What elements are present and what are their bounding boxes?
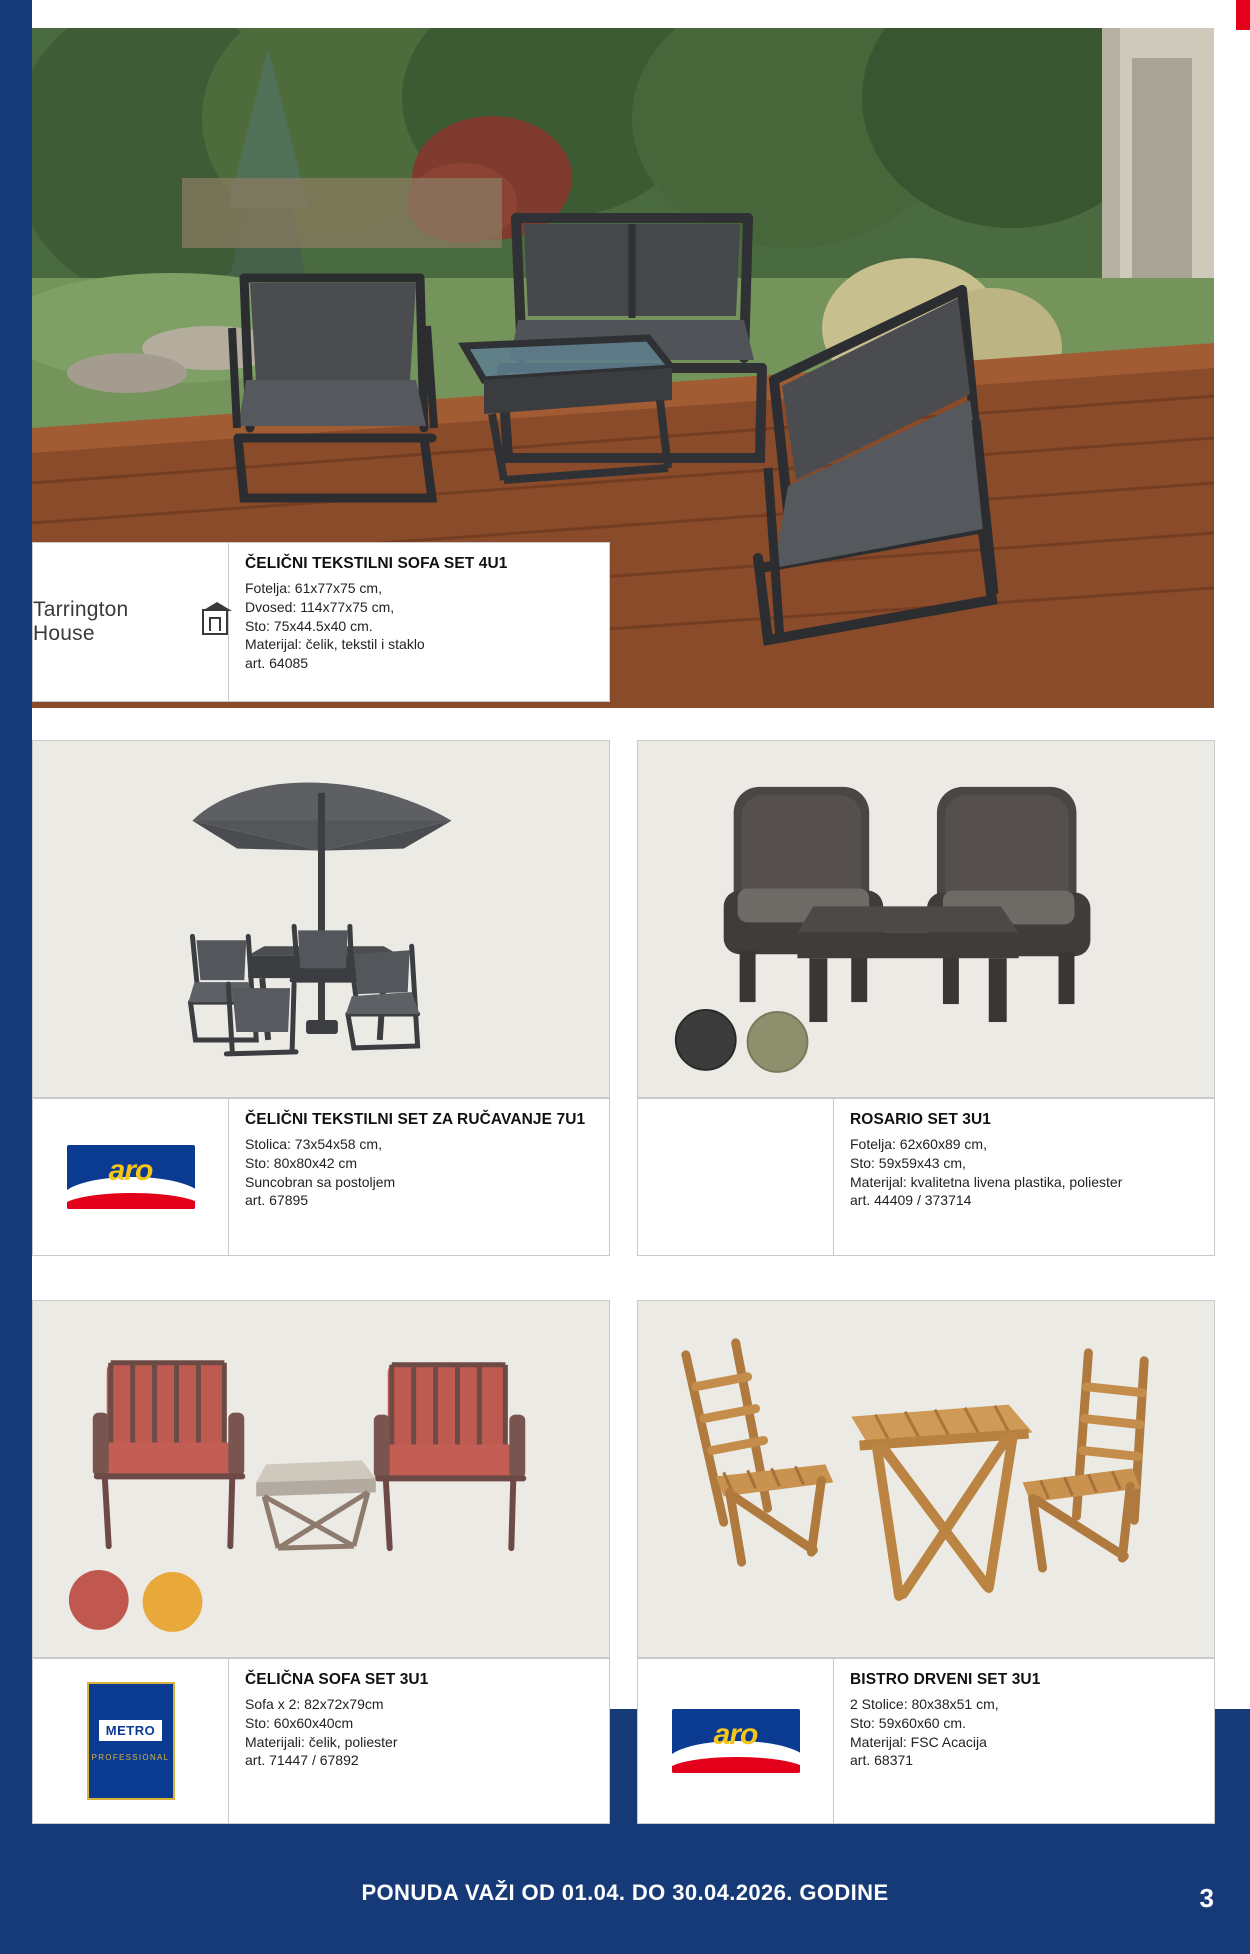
infobox-bistro-drveni-set	[637, 1658, 1215, 1824]
product-line: Sofa x 2: 82x72x79cm	[245, 1696, 384, 1712]
product-line: Materijal: čelik, tekstil i staklo	[245, 636, 425, 653]
product-article-number: art. 71447 / 67892	[245, 1752, 359, 1769]
product-line: Sto: 75x44.5x40 cm.	[245, 617, 373, 634]
left-blue-band	[0, 0, 32, 1954]
aro-wordmark: aro	[713, 1718, 758, 1751]
product-line: Materijal: FSC Acacija	[850, 1733, 987, 1750]
house-icon	[202, 609, 228, 635]
product-line: Sto: 60x60x40cm	[245, 1714, 354, 1731]
product-line: 2 Stolice: 80x38x51 cm,	[850, 1696, 999, 1712]
product-article-number: art. 67895	[245, 1192, 309, 1209]
product-title: ČELIČNI TEKSTILNI SET ZA RUČAVANJE 7U1	[245, 1111, 586, 1128]
tarrington-house-logo	[33, 598, 228, 646]
product-line: Stolica: 73x54x58 cm,	[245, 1136, 382, 1152]
product-line: Fotelja: 61x77x75 cm,	[245, 580, 382, 596]
product-line: Sto: 59x60x60 cm.	[850, 1714, 966, 1731]
product-line: Dvosed: 114x77x75 cm,	[245, 598, 395, 615]
brand-cell-tarrington	[33, 543, 229, 701]
product-line: Materijali: čelik, poliester	[245, 1733, 398, 1750]
metro-wordmark: METRO	[99, 1720, 162, 1741]
photo-set-za-rucavanje	[32, 740, 610, 1098]
text-cell-sofa-set-4u1	[229, 543, 609, 701]
text-cell-celicna-sofa-set	[229, 1659, 609, 1823]
infobox-celicna-sofa-set	[32, 1658, 610, 1824]
product-article-number: art. 44409 / 373714	[850, 1192, 972, 1209]
footer-validity-note: PONUDA VAŽI OD 01.04. DO 30.04.2026. GODINE	[361, 1880, 889, 1905]
product-line: Materijal: kvalitetna livena plastika, poliester	[850, 1173, 1123, 1190]
product-line: Suncobran sa postoljem	[245, 1173, 396, 1190]
photo-bistro-drveni-set	[637, 1300, 1215, 1658]
product-title: BISTRO DRVENI SET 3U1	[850, 1671, 1041, 1688]
text-cell-set-za-rucavanje	[229, 1099, 609, 1255]
infobox-set-za-rucavanje	[32, 1098, 610, 1256]
metro-sub-label: PROFESSIONAL	[91, 1753, 170, 1762]
aro-logo	[672, 1709, 800, 1773]
rosario-set-illustration	[638, 741, 1214, 1098]
page-number: 3	[1199, 1883, 1214, 1913]
product-article-number: art. 64085	[245, 655, 309, 671]
brand-cell-aro-2	[638, 1659, 834, 1823]
photo-celicna-sofa-set	[32, 1300, 610, 1658]
product-title: ROSARIO SET 3U1	[850, 1111, 992, 1128]
photo-rosario-set	[637, 740, 1215, 1098]
text-cell-rosario-set	[834, 1099, 1214, 1255]
aro-logo	[67, 1145, 195, 1209]
text-cell-bistro-drveni-set	[834, 1659, 1214, 1823]
brand-cell-empty	[638, 1099, 834, 1255]
aro-wordmark: aro	[108, 1154, 153, 1187]
brand-cell-aro-1	[33, 1099, 229, 1255]
product-line: Sto: 80x80x42 cm	[245, 1154, 358, 1171]
metro-professional-logo	[87, 1682, 175, 1800]
bistro-set-illustration	[638, 1301, 1214, 1658]
product-title: ČELIČNI TEKSTILNI SOFA SET 4U1	[245, 555, 508, 572]
brand-cell-metro	[33, 1659, 229, 1823]
celicna-sofa-illustration	[33, 1301, 609, 1658]
brand-label: Tarrington House	[33, 598, 129, 645]
corner-red-mark	[1236, 0, 1250, 30]
infobox-sofa-set-4u1	[32, 542, 610, 702]
product-line: Fotelja: 62x60x89 cm,	[850, 1136, 987, 1152]
product-title: ČELIČNA SOFA SET 3U1	[245, 1671, 429, 1688]
dining-set-illustration	[33, 741, 609, 1098]
product-article-number: art. 68371	[850, 1752, 914, 1769]
product-line: Sto: 59x59x43 cm,	[850, 1154, 966, 1171]
infobox-rosario-set	[637, 1098, 1215, 1256]
